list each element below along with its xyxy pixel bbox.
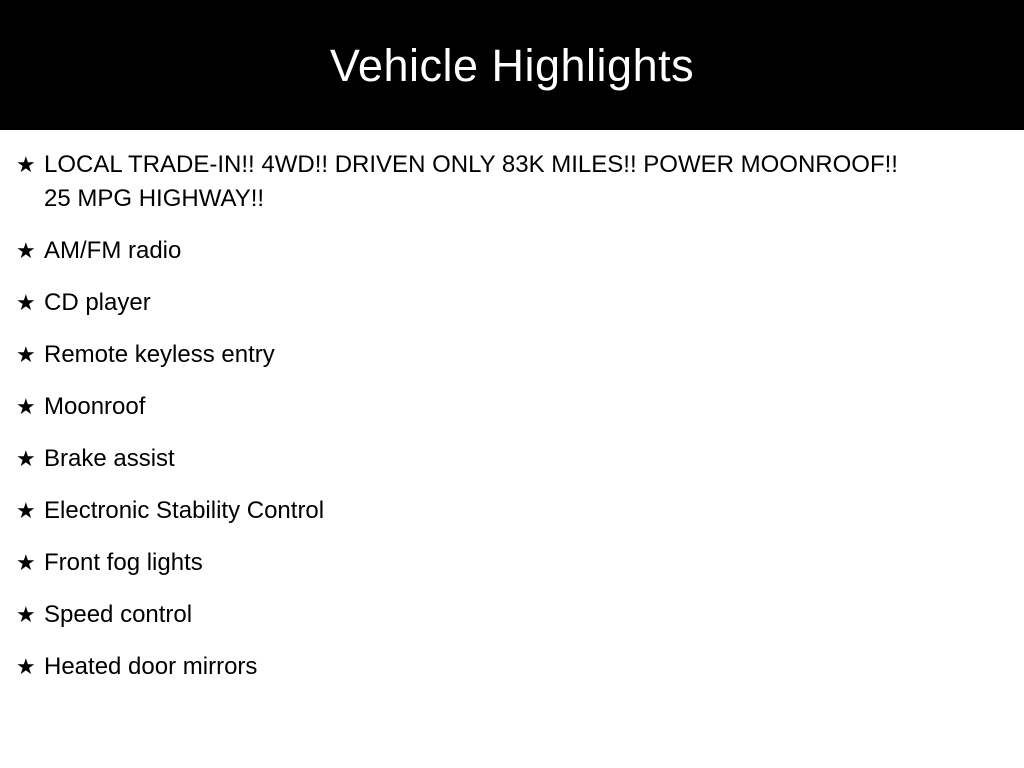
star-bullet-icon: ★ — [16, 498, 36, 523]
list-item — [14, 148, 1004, 216]
list-item-label: Remote keyless entry — [44, 341, 275, 368]
list-item — [14, 286, 1004, 320]
page-title: Vehicle Highlights — [329, 39, 695, 91]
star-bullet-icon: ★ — [16, 342, 36, 367]
star-bullet-icon: ★ — [16, 602, 36, 627]
list-item-label: Electronic Stability Control — [44, 497, 325, 524]
page-header — [0, 0, 1024, 130]
list-item-label: Speed control — [44, 601, 193, 628]
list-item — [14, 494, 1004, 528]
list-item — [14, 546, 1004, 580]
list-item-label: LOCAL TRADE-IN!! 4WD!! DRIVEN ONLY 83K MILES!! POWER MOONROOF!! 25 MPG HIGHWAY!! — [44, 151, 898, 212]
list-item-label: Heated door mirrors — [44, 653, 258, 680]
list-item — [14, 650, 1004, 684]
list-item — [14, 234, 1004, 268]
list-item — [14, 598, 1004, 632]
list-item-label: Moonroof — [44, 393, 146, 420]
list-item-label: AM/FM radio — [44, 237, 182, 264]
star-bullet-icon: ★ — [16, 550, 36, 575]
list-item — [14, 390, 1004, 424]
list-item-label: Brake assist — [44, 445, 175, 472]
list-item — [14, 338, 1004, 372]
list-item-label: Front fog lights — [44, 549, 203, 576]
star-bullet-icon: ★ — [16, 654, 36, 679]
star-bullet-icon: ★ — [16, 394, 36, 419]
highlights-list — [0, 130, 1024, 684]
star-bullet-icon: ★ — [16, 238, 36, 263]
star-bullet-icon: ★ — [16, 446, 36, 471]
star-bullet-icon: ★ — [16, 290, 36, 315]
list-item-label: CD player — [44, 289, 151, 316]
star-bullet-icon: ★ — [16, 152, 36, 177]
list-item — [14, 442, 1004, 476]
